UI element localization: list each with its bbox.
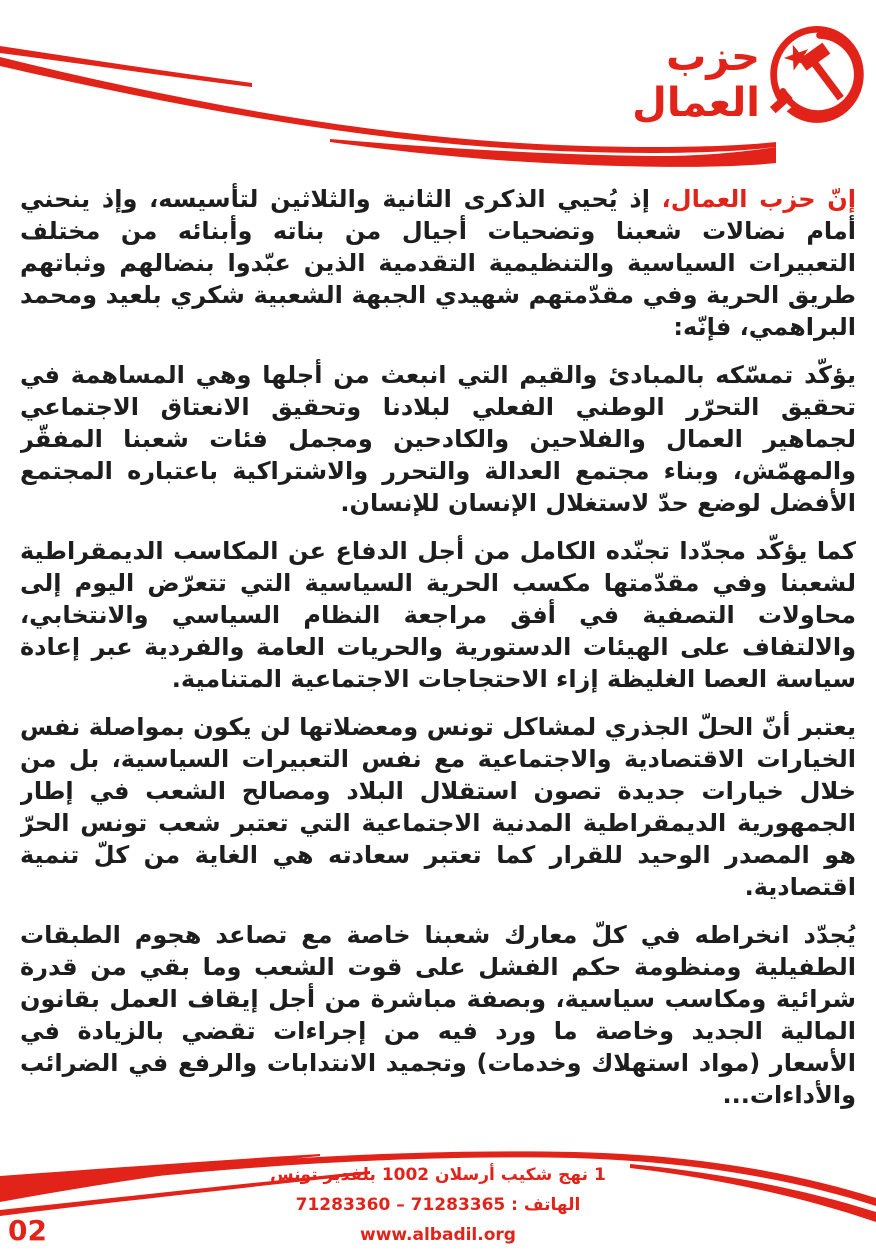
- paragraph-principles: يؤكّد تمسّكه بالمبادئ والقيم التي انبعث من أجلها وهي المساهمة في تحقيق التحرّر الوطني الفعلي لبلادنا وتحقيق الانعتاق الاجتماعي لجماهير العمال والفلاحين والكادحين ومجمل فئات شعبنا المفقّر والمهمّش، وبناء مجتمع العدالة والتحرر والاشتراكية باعتباره المجتمع الأفضل لوضع حدّ لاستغلال الإنسان للإنسان.: [20, 361, 856, 517]
- party-name-highlight: إنّ حزب العمال،: [661, 185, 856, 213]
- footer-phone: الهاتف : 71283365 – 71283360: [295, 1195, 581, 1215]
- paragraph-radical-solution: يعتبر أنّ الحلّ الجذري لمشاكل تونس ومعضلاتها لن يكون بمواصلة نفس الخيارات الاقتصادية والاجتماعية مع نفس التعبيرات السياسية، بل من خلال خيارات جديدة تصون استقلال البلاد ومصالح الشعب في إطار الجمهورية الديمقراطية المدنية الاجتماعية التي تعتبر شعب تونس الحرّ هو المصدر الوحيد للقرار كما تعتبر سعادته هي الغاية من كلّ تنمية اقتصادية.: [20, 713, 856, 901]
- hammer-sickle-star-icon: [766, 18, 868, 136]
- paragraph-democratic-gains: كما يؤكّد مجدّدا تجنّده الكامل من أجل الدفاع عن المكاسب الديمقراطية لشعبنا وفي مقدّمتها مكسب الحرية السياسية التي تتعرّض اليوم إلى محاولات التصفية في أفق مراجعة النظام السياسي والانتخابي، والالتفاف على الهيئات الدستورية والحريات العامة والفردية عبر إعادة سياسة العصا الغليظة إزاء الاحتجاجات الاجتماعية المتنامية.: [20, 537, 856, 693]
- page-number: 02: [8, 1214, 47, 1247]
- party-name: [632, 34, 760, 126]
- footer-contact: [0, 1160, 876, 1250]
- party-name-line2: العمال: [632, 80, 760, 126]
- party-name-line1: حزب: [666, 34, 760, 80]
- footer-address: 1 نهج شكيب أرسلان 1002 بلفدير تونس: [270, 1165, 606, 1185]
- paragraph-intro: [20, 183, 856, 343]
- paragraph-struggles: يُجدّد انخراطه في كلّ معارك شعبنا خاصة مع تصاعد هجوم الطبقات الطفيلية ومنظومة حكم الفشل على قوت الشعب وما بقي من قدرة شرائية ومكاسب سياسية، وبصفة مباشرة من أجل إيقاف العمل بقانون المالية الجديد وخاصة ما ورد فيه من إجراءات تقضي بالزيادة في الأسعار (مواد استهلاك وخدمات) وتجميد الانتدابات والرفع في الضرائب والأداءات...: [20, 921, 856, 1109]
- statement-body: [20, 183, 856, 1145]
- paragraph-intro-text: إذ يُحيي الذكرى الثانية والثلاثين لتأسيسه، وإذ ينحني أمام نضالات شعبنا وتضحيات أجيال من بناته وأبنائه من مختلف التعبيرات السياسية والتنظيمية التقدمية الذين عبّدوا بنضالهم وثباتهم طريق الحرية وفي مقدّمتهم شهيدي الجبهة الشعبية شكري بلعيد ومحمد البراهمي، فإنّه:: [20, 185, 856, 341]
- party-logo: [632, 18, 868, 136]
- footer-website: www.albadil.org: [360, 1225, 516, 1245]
